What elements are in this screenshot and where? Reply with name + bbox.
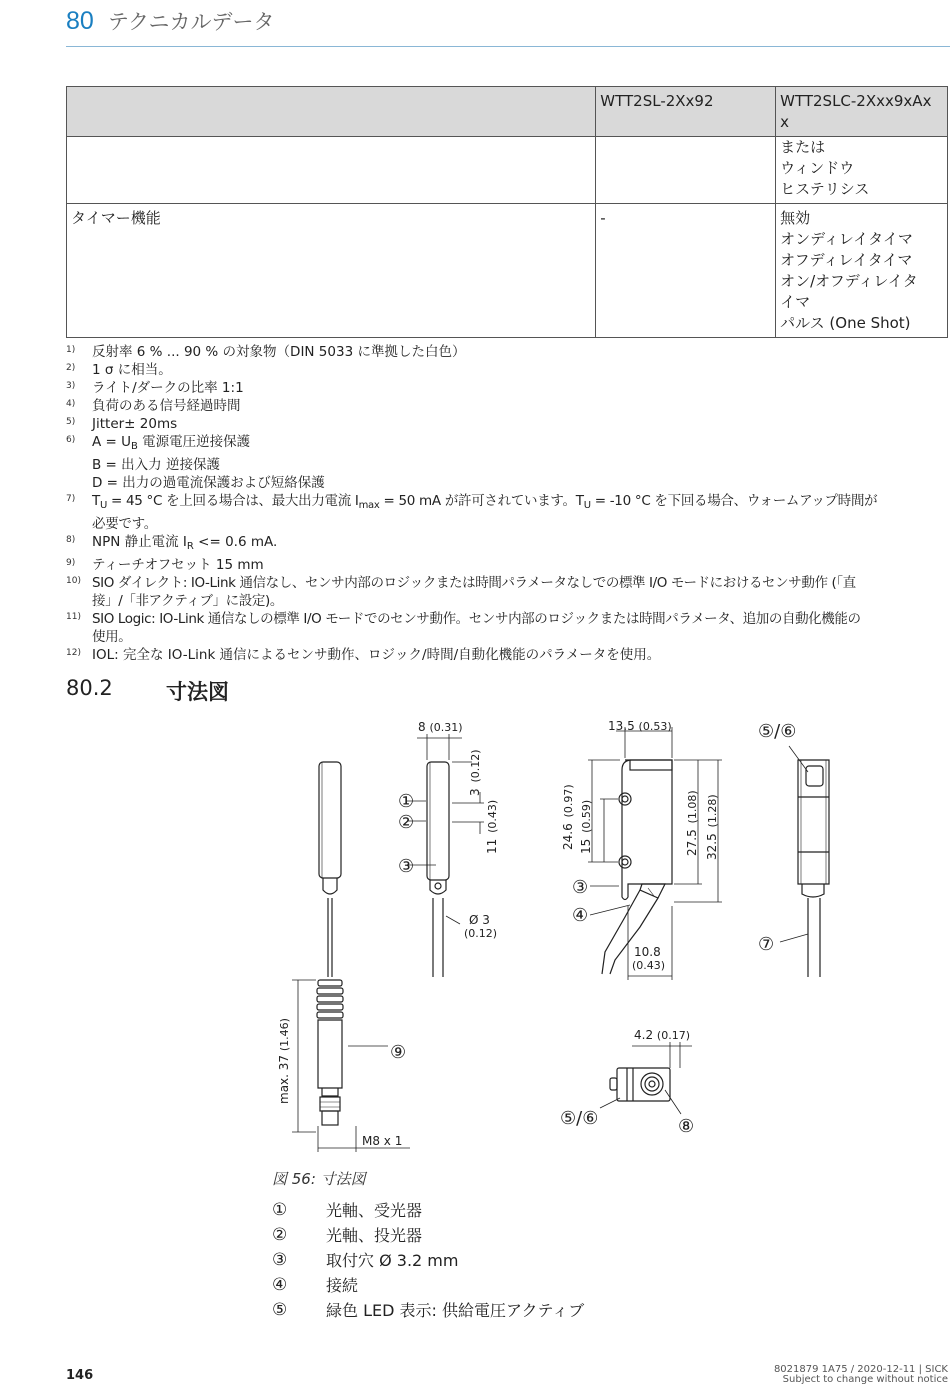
connector-view (317, 762, 343, 1125)
footnote-text: 反射率 6 % ... 90 % の対象物（DIN 5033 に準拠した白色） (92, 344, 466, 360)
figure-legend (272, 1197, 584, 1322)
legend-item (272, 1297, 584, 1322)
dim-4-2: 4.2 (0.17) (634, 1028, 690, 1042)
footnote-text (92, 533, 950, 556)
footnote (66, 574, 950, 610)
footer-doc-id: 8021879 1A75 / 2020-12-11 | SICK (773, 1364, 948, 1375)
footnote-part: A = U (92, 434, 132, 450)
drawing-svg (270, 712, 950, 1162)
table-cell: または ウィンドウ ヒステリシス (776, 137, 948, 204)
header-divider (66, 46, 950, 47)
table-cell (67, 137, 596, 204)
rear-leaders (780, 746, 808, 942)
table-head-cell (776, 87, 948, 137)
footnote-text: 1 σ に相当。 (92, 362, 172, 378)
table-head-cell (67, 87, 596, 137)
footnote-text (92, 492, 950, 533)
footnote-number: 4) (66, 399, 76, 409)
footnote-sub: B (131, 441, 138, 452)
footnote (66, 533, 950, 556)
footnote-part: = -10 °C を下回る場合、ウォームアップ時間が (590, 493, 878, 509)
dimension-drawing (270, 712, 950, 1162)
footnote-text: 負荷のある信号経過時間 (92, 398, 241, 414)
legend-item (272, 1272, 584, 1297)
dim-o3-in: (0.12) (464, 927, 498, 940)
footnote-number: 5) (66, 417, 76, 427)
footer-notice: Subject to change without notice (782, 1374, 948, 1385)
dim-max37: max. 37 (1.46) (277, 1018, 291, 1104)
footnote-number: 11) (66, 612, 81, 622)
dim-24-6: 24.6 (0.97) (561, 784, 575, 850)
legend-text: 緑色 LED 表示: 供給電圧アクティブ (326, 1301, 585, 1320)
callout-1: ① (398, 791, 415, 812)
legend-number: ⑤ (272, 1299, 288, 1320)
legend-number: ② (272, 1224, 288, 1245)
table-cell: タイマー機能 (67, 204, 596, 338)
footnote (66, 433, 950, 492)
section-heading (66, 676, 229, 706)
chapter-title: テクニカルデータ (107, 10, 275, 34)
figure-caption: 図 56: 寸法図 (272, 1170, 366, 1188)
footnote-number: 12) (66, 648, 81, 658)
footnote-text: IOL: 完全な IO-Link 通信によるセンサ動作、ロジック/時間/自動化機能のパラメータを使用。 (92, 647, 661, 663)
footer-doc-info (774, 1365, 948, 1385)
footnote-number: 2) (66, 363, 76, 373)
legend-number: ① (272, 1199, 288, 1220)
legend-text: 取付穴 Ø 3.2 mm (326, 1251, 459, 1270)
footnote-number: 6) (66, 435, 76, 445)
footnote-sub: U (583, 500, 591, 511)
sensor-top-view (610, 1068, 670, 1101)
dim-13-5: 13.5 (0.53) (608, 719, 672, 733)
sensor-rear-view (798, 760, 829, 977)
callout-2: ② (398, 812, 415, 833)
legend-text: 光軸、投光器 (326, 1226, 423, 1245)
footnote-line: SIO ダイレクト: IO-Link 通信なし、センサ内部のロジックまたは時間パラメータなしでの標準 I/O モードにおけるセンサ動作 (「直 (92, 575, 856, 591)
footnote-part: T (92, 493, 100, 509)
footnote (66, 610, 950, 646)
footnote-line: 必要です。 (92, 516, 157, 532)
table-head-cell-text: WTT2SLC-2Xxx9xAx x (780, 92, 932, 131)
sensor-side-view (602, 760, 672, 974)
footnote-number: 7) (66, 494, 76, 504)
chapter-number: 80 (66, 7, 94, 35)
side-dimensions (588, 727, 722, 980)
callout-8: ⑧ (678, 1116, 695, 1137)
footnote-part: NPN 静止電流 I (92, 534, 187, 550)
footnote-text: ライト/ダークの比率 1:1 (92, 380, 244, 396)
footnote-number: 9) (66, 558, 76, 568)
table-row (67, 137, 948, 204)
page-number: 146 (66, 1368, 94, 1383)
dim-32-5: 32.5 (1.28) (705, 794, 719, 860)
footnote-text: Jitter± 20ms (92, 416, 178, 432)
connector-dimensions (292, 980, 410, 1152)
dim-m8: M8 x 1 (362, 1134, 403, 1148)
footnote (66, 361, 950, 379)
footnote-text: ティーチオフセット 15 mm (92, 557, 264, 573)
table-head-cell: WTT2SL-2Xx92 (596, 87, 776, 137)
section-title: 寸法図 (166, 680, 229, 704)
table-row (67, 204, 948, 338)
legend-item (272, 1222, 584, 1247)
footnote-sub: max (358, 500, 380, 511)
dim-3: 3 (0.12) (468, 749, 482, 796)
footnote (66, 379, 950, 397)
footnote-text (92, 574, 950, 610)
footnote (66, 343, 950, 361)
footnote-sub: U (99, 500, 107, 511)
footnote-sub: R (186, 541, 194, 552)
footnote-part: = 45 °C を上回る場合は、最大出力電流 I (106, 493, 359, 509)
dim-11: 11 (0.43) (485, 799, 499, 854)
legend-number: ③ (272, 1249, 288, 1270)
table-cell: 無効 オンディレイタイマ オフディレイタイマ オン/オフディレイタ イマ パルス (One Shot) (776, 204, 948, 338)
legend-number: ④ (272, 1274, 288, 1295)
section-number: 80.2 (66, 676, 113, 700)
footnotes (66, 343, 950, 664)
footnote-line: 接」/「非アクティブ」に設定)。 (92, 593, 283, 609)
dim-8: 8 (0.31) (418, 720, 463, 734)
footnote-line: SIO Logic: IO-Link 通信なしの標準 I/O モードでのセンサ動作。センサ内部のロジックまたは時間パラメータ、追加の自動化機能の (92, 611, 861, 627)
legend-item (272, 1197, 584, 1222)
table-cell: - (596, 204, 776, 338)
callout-9: ⑨ (390, 1042, 407, 1063)
legend-text: 光軸、受光器 (326, 1201, 423, 1220)
dim-o3: Ø 3 (469, 913, 490, 927)
spec-table (66, 86, 948, 338)
footnote-number: 3) (66, 381, 76, 391)
footnote-part: 電源電圧逆接保護 (137, 434, 251, 450)
footnote (66, 492, 950, 533)
callout-7: ⑦ (758, 934, 775, 955)
footnote-number: 8) (66, 535, 76, 545)
dim-27-5: 27.5 (1.08) (685, 790, 699, 856)
footnote-part: <= 0.6 mA. (193, 534, 278, 550)
footnote (66, 415, 950, 433)
footnote-part: = 50 mA が許可されています。T (379, 493, 584, 509)
callout-4: ④ (572, 905, 589, 926)
dim-15: 15 (0.59) (579, 799, 593, 854)
footnote-line: 使用。 (92, 629, 132, 645)
legend-item (272, 1247, 584, 1272)
sensor-front-view (427, 762, 449, 977)
dim-10-8: 10.8 (634, 945, 661, 959)
table-cell (596, 137, 776, 204)
footnote (66, 556, 950, 574)
legend-text: 接続 (326, 1276, 359, 1295)
callout-56-top: ⑤/⑥ (560, 1108, 599, 1129)
footnote-number: 1) (66, 345, 76, 355)
footnote (66, 646, 950, 664)
footnote-text (92, 433, 950, 492)
footnote (66, 397, 950, 415)
callout-3: ③ (398, 856, 415, 877)
footnote-number: 10) (66, 576, 81, 586)
callout-56-rear: ⑤/⑥ (758, 721, 797, 742)
chapter-header (66, 6, 275, 40)
callout-3-side: ③ (572, 877, 589, 898)
footnote-line: B = 出入力 逆接保護 (92, 457, 220, 473)
footnote-line: D = 出力の過電流保護および短絡保護 (92, 475, 325, 491)
table-header-row (67, 87, 948, 137)
dim-10-8-in: (0.43) (632, 959, 666, 972)
footnote-text (92, 610, 950, 646)
